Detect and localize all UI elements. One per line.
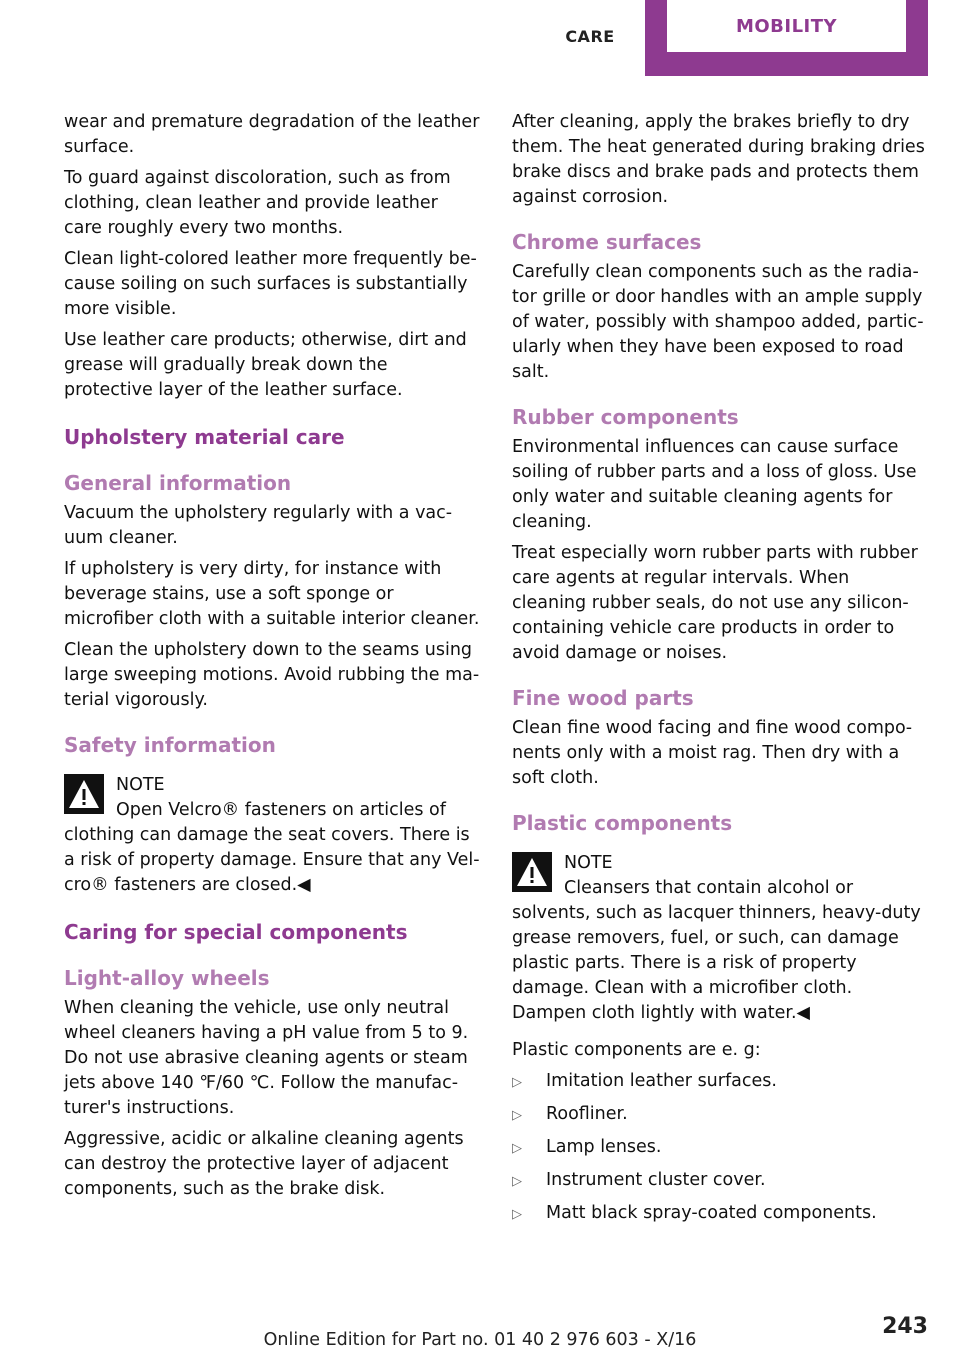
paragraph: To guard against discoloration, such as from clothing, clean leather and provide leather care roughly every two months. <box>64 168 451 238</box>
tab-mobility[interactable] <box>645 0 928 76</box>
list-item: ▷ Lamp lenses. <box>512 1135 928 1161</box>
list-item: ▷ Instrument cluster cover. <box>512 1168 928 1194</box>
paragraph: Plastic components are e. g: <box>512 1040 761 1060</box>
list-item: ▷ Imitation leather surfaces. <box>512 1069 928 1095</box>
subheading-plastic-components: Plastic components <box>512 811 733 835</box>
note-box <box>64 773 480 898</box>
bullet-arrow-icon: ▷ <box>512 1108 522 1123</box>
page-number: 243 <box>882 1314 928 1339</box>
note-label: NOTE <box>564 853 613 873</box>
list-item: ▷ Roofliner. <box>512 1102 928 1128</box>
paragraph: After cleaning, apply the brakes briefly to dry them. The heat generated during braking dries brake discs and brake pads and protects them against corrosion. <box>512 112 925 207</box>
paragraph: Environmental influences can cause surface soiling of rubber parts and a loss of gloss. Use only water and suitable cleaning agents for cleaning. <box>512 437 917 532</box>
bullet-arrow-icon: ▷ <box>512 1207 522 1222</box>
paragraph: Carefully clean components such as the radiator grille or door handles with an ample supply of water, possibly with shampoo added, particularly when they have been exposed to road salt. <box>512 262 924 382</box>
paragraph: Clean the upholstery down to the seams using large sweeping motions. Avoid rubbing the material vigorously. <box>64 640 480 710</box>
paragraph: Treat especially worn rubber parts with rubber care agents at regular intervals. When cleaning rubber seals, do not use any silicon-containing vehicle care products in order to avoid damage or noises. <box>512 543 918 663</box>
note-box <box>512 851 928 1026</box>
header-tabs <box>535 0 928 76</box>
paragraph: Clean fine wood facing and fine wood components only with a moist rag. Then dry with a soft cloth. <box>512 718 913 788</box>
paragraph: If upholstery is very dirty, for instance with beverage stains, use a soft sponge or microfiber cloth with a suitable interior cleaner. <box>64 559 480 629</box>
subheading-general-information: General information <box>64 471 292 495</box>
paragraph: When cleaning the vehicle, use only neutral wheel cleaners having a pH value from 5 to 9. Do not use abrasive cleaning agents or steam jets above 140 ℉/60 ℃. Follow the manufacturer's instructions. <box>64 998 469 1118</box>
section-heading-special-components: Caring for special components <box>64 920 408 944</box>
paragraph: Aggressive, acidic or alkaline cleaning agents can destroy the protective layer of adjacent components, such as the brake disk. <box>64 1129 464 1199</box>
paragraph: Vacuum the upholstery regularly with a vacuum cleaner. <box>64 503 453 548</box>
subheading-light-alloy-wheels: Light-alloy wheels <box>64 966 270 990</box>
list-item: ▷ Matt black spray-coated components. <box>512 1201 928 1227</box>
left-column <box>64 110 480 1208</box>
bullet-arrow-icon: ▷ <box>512 1075 522 1090</box>
subheading-rubber-components: Rubber components <box>512 405 739 429</box>
paragraph: Use leather care products; otherwise, dirt and grease will gradually break down the protective layer of the leather surface. <box>64 330 467 400</box>
note-text: Cleansers that contain alcohol or solvents, such as lacquer thinners, heavy-duty grease removers, fuel, or such, can damage plastic parts. There is a risk of property damage. Clean with a microfiber cloth. Dampen cloth lightly with water.◀ <box>512 878 921 1023</box>
bullet-list <box>512 1069 928 1227</box>
subheading-safety-information: Safety information <box>64 733 276 757</box>
subheading-chrome-surfaces: Chrome surfaces <box>512 230 702 254</box>
bullet-arrow-icon: ▷ <box>512 1141 522 1156</box>
subheading-fine-wood-parts: Fine wood parts <box>512 686 694 710</box>
tab-care[interactable]: CARE <box>565 26 615 46</box>
right-column <box>512 110 928 1234</box>
paragraph: Clean light-colored leather more frequently because soiling on such surfaces is substantially more visible. <box>64 249 477 319</box>
paragraph: wear and premature degradation of the leather surface. <box>64 112 480 157</box>
tab-mobility-label: MOBILITY <box>667 0 906 52</box>
footer-edition: Online Edition for Part no. 01 40 2 976 603 - X/16 <box>263 1330 697 1350</box>
bullet-arrow-icon: ▷ <box>512 1174 522 1189</box>
note-text: Open Velcro® fasteners on articles of clothing can damage the seat covers. There is a risk of property damage. Ensure that any Velcro® fasteners are closed.◀ <box>64 800 480 895</box>
note-label: NOTE <box>116 775 165 795</box>
section-heading-upholstery: Upholstery material care <box>64 425 345 449</box>
